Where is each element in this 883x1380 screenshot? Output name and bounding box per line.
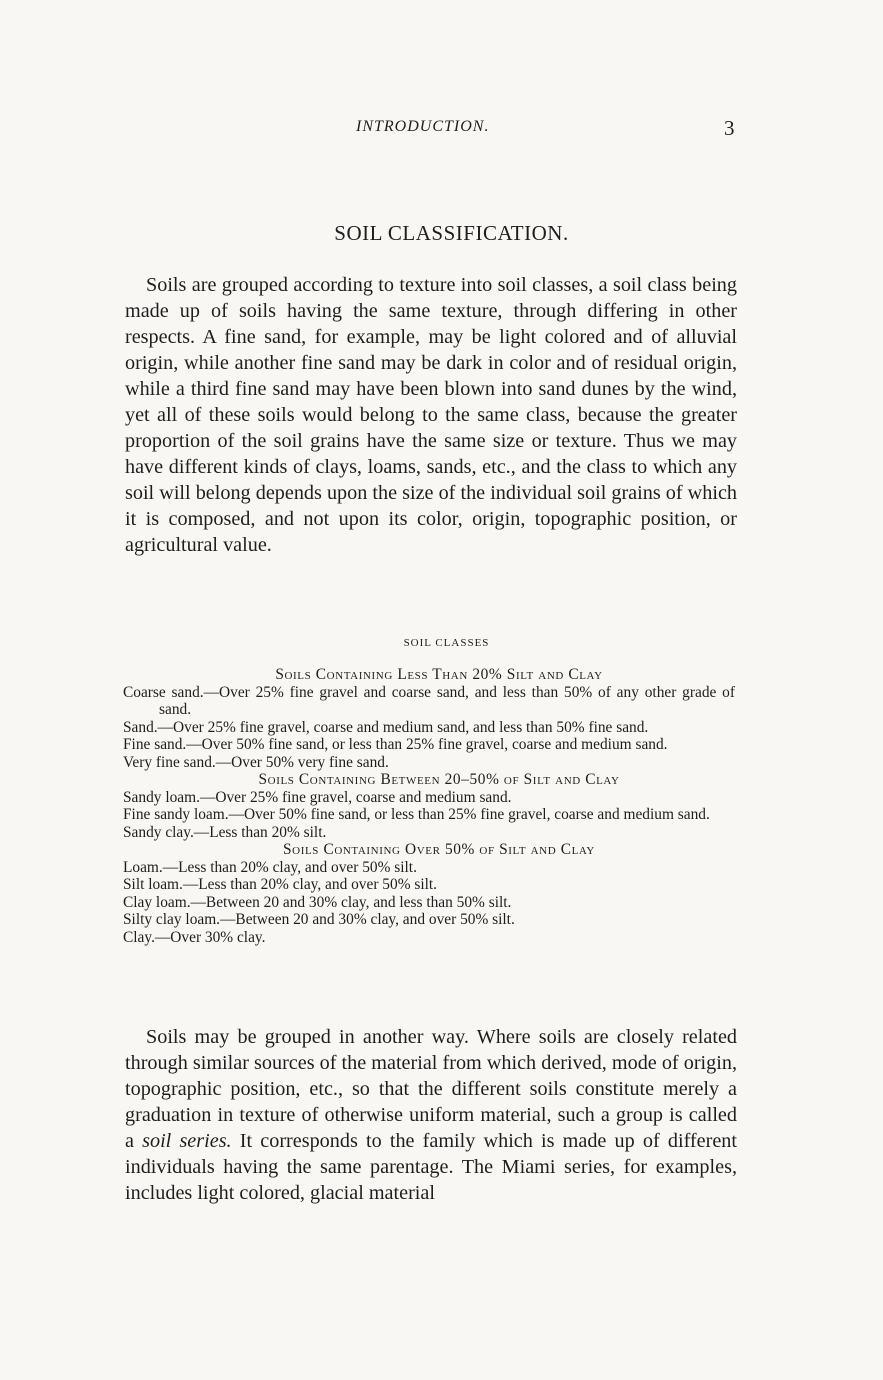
paragraph-text: It corresponds to the family which is made up of different individuals having the same parentage. The Miami series, for examples, includes light colored, glacial material: [125, 1130, 737, 1204]
soil-classes-title: SOIL CLASSES: [403, 637, 490, 649]
soil-group-heading: Soils Containing Less Than 20% Silt and Clay: [275, 666, 603, 683]
soil-group-between-20-50: [123, 771, 735, 841]
running-head: [0, 118, 883, 146]
paragraph-soil-series: [125, 1024, 737, 1206]
soil-class-entry: Coarse sand.—Over 25% fine gravel and coarse sand, and less than 50% of any other grade of sand.: [123, 683, 735, 718]
soil-classes-list: [123, 666, 735, 946]
soil-class-entry: Loam.—Less than 20% clay, and over 50% silt.: [123, 858, 417, 876]
soil-class-entry: Very fine sand.—Over 50% very fine sand.: [123, 753, 389, 771]
soil-class-entry: Clay loam.—Between 20 and 30% clay, and less than 50% silt.: [123, 893, 512, 911]
soil-class-entry: Clay.—Over 30% clay.: [123, 928, 266, 946]
soil-class-entry: Sand.—Over 25% fine gravel, coarse and medium sand, and less than 50% fine sand.: [123, 718, 649, 736]
soil-series-term: soil series.: [142, 1130, 232, 1152]
soil-group-heading: Soils Containing Over 50% of Silt and Clay: [283, 841, 595, 858]
soil-class-entry: Silty clay loam.—Between 20 and 30% clay, and over 50% silt.: [123, 911, 515, 928]
soil-class-entry: Sandy clay.—Less than 20% silt.: [123, 823, 327, 841]
soil-group-heading: Soils Containing Between 20–50% of Silt and Clay: [258, 771, 620, 788]
soil-class-entry: Fine sand.—Over 50% fine sand, or less than 25% fine gravel, coarse and medium sand.: [123, 736, 668, 753]
section-title: SOIL CLASSIFICATION.: [334, 221, 569, 245]
paragraph-soil-classes: Soils are grouped according to texture into soil classes, a soil class being made up of soils having the same texture, through differing in other respects. A fine sand, for example, may be light colored and of alluvial origin, while another fine sand may be dark in color and of residual origin, while a third fine sand may have been blown into sand dunes by the wind, yet all of these soils would belong to the same class, because the greater proportion of the soil grains have the same size or texture. Thus we may have different kinds of clays, loams, sands, etc., and the class to which any soil will belong depends upon the size of the individual soil grains of which it is composed, and not upon its color, origin, topographic position, or agricultural value.: [125, 274, 737, 556]
running-head-title: INTRODUCTION.: [356, 118, 490, 135]
soil-class-entry: Fine sandy loam.—Over 50% fine sand, or less than 25% fine gravel, coarse and medium sand.: [123, 806, 710, 823]
soil-class-entry: Sandy loam.—Over 25% fine gravel, coarse and medium sand.: [123, 788, 512, 806]
paragraph-text: Soils may be grouped in another way. Where soils are closely related through similar sources of the material from which derived, mode of origin, topographic position, etc., so that the different soils constitute merely a graduation in texture of otherwise uniform material, such a group is called a: [125, 1026, 737, 1152]
soil-group-less-than-20: [123, 666, 735, 771]
page-number: 3: [724, 116, 735, 140]
soil-group-over-50: [123, 841, 735, 946]
soil-class-entry: Silt loam.—Less than 20% clay, and over 50% silt.: [123, 876, 438, 893]
